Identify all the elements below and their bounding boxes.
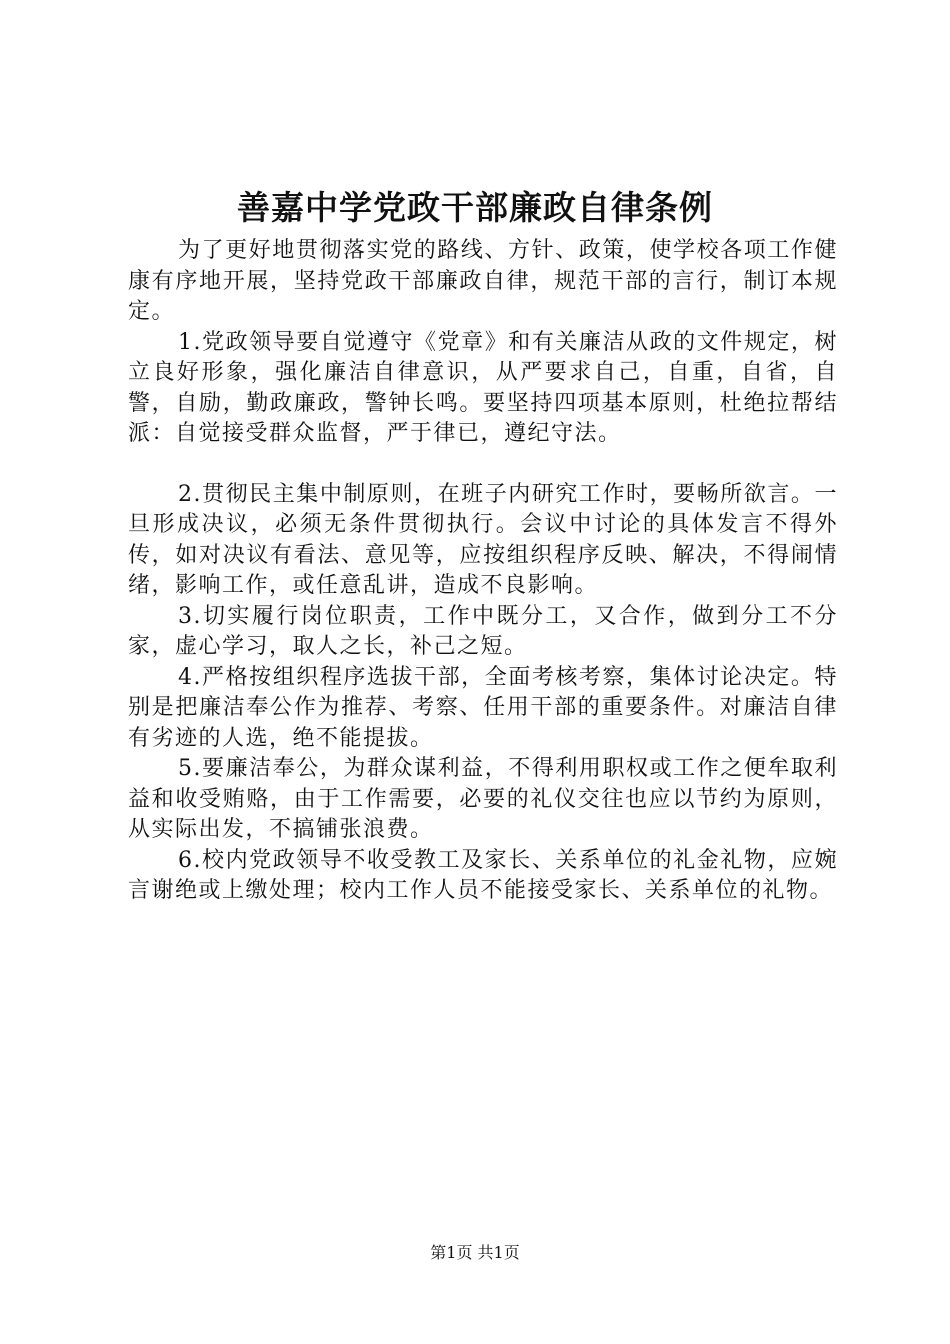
clause-2-paragraph: 2.贯彻民主集中制原则，在班子内研究工作时，要畅所欲言。一旦形成决议，必须无条件贯彻执行。会议中讨论的具体发言不得外传，如对决议有看法、意见等，应按组织程序反映、解决，不得闹情绪，影响工作，或任意乱讲，造成不良影响。: [128, 481, 838, 598]
document-body: [128, 236, 838, 907]
clause-5-paragraph: 5.要廉洁奉公，为群众谋利益，不得利用职权或工作之便牟取利益和收受贿赂，由于工作需要，必要的礼仪交往也应以节约为原则，从实际出发，不搞铺张浪费。: [128, 756, 838, 842]
page-number-footer: 第1页 共1页: [430, 1243, 520, 1262]
intro-paragraph: 为了更好地贯彻落实党的路线、方针、政策，使学校各项工作健康有序地开展，坚持党政干部廉政自律，规范干部的言行，制订本规定。: [128, 238, 838, 324]
document-title: 善嘉中学党政干部廉政自律条例: [237, 188, 713, 227]
clause-1-paragraph: 1.党政领导要自觉遵守《党章》和有关廉洁从政的文件规定，树立良好形象，强化廉洁自律意识，从严要求自己，自重，自省，自警，自励，勤政廉政，警钟长鸣。要坚持四项基本原则，杜绝拉帮结派：自觉接受群众监督，严于律已，遵纪守法。: [128, 329, 838, 446]
clause-4-paragraph: 4.严格按组织程序选拔干部，全面考核考察，集体讨论决定。特别是把廉洁奉公作为推荐、考察、任用干部的重要条件。对廉洁自律有劣迹的人选，绝不能提拔。: [128, 664, 838, 751]
clause-6-paragraph: 6.校内党政领导不收受教工及家长、关系单位的礼金礼物，应婉言谢绝或上缴处理；校内工作人员不能接受家长、关系单位的礼物。: [128, 847, 838, 903]
clause-3-paragraph: 3.切实履行岗位职责，工作中既分工，又合作，做到分工不分家，虚心学习，取人之长，补己之短。: [128, 603, 838, 659]
